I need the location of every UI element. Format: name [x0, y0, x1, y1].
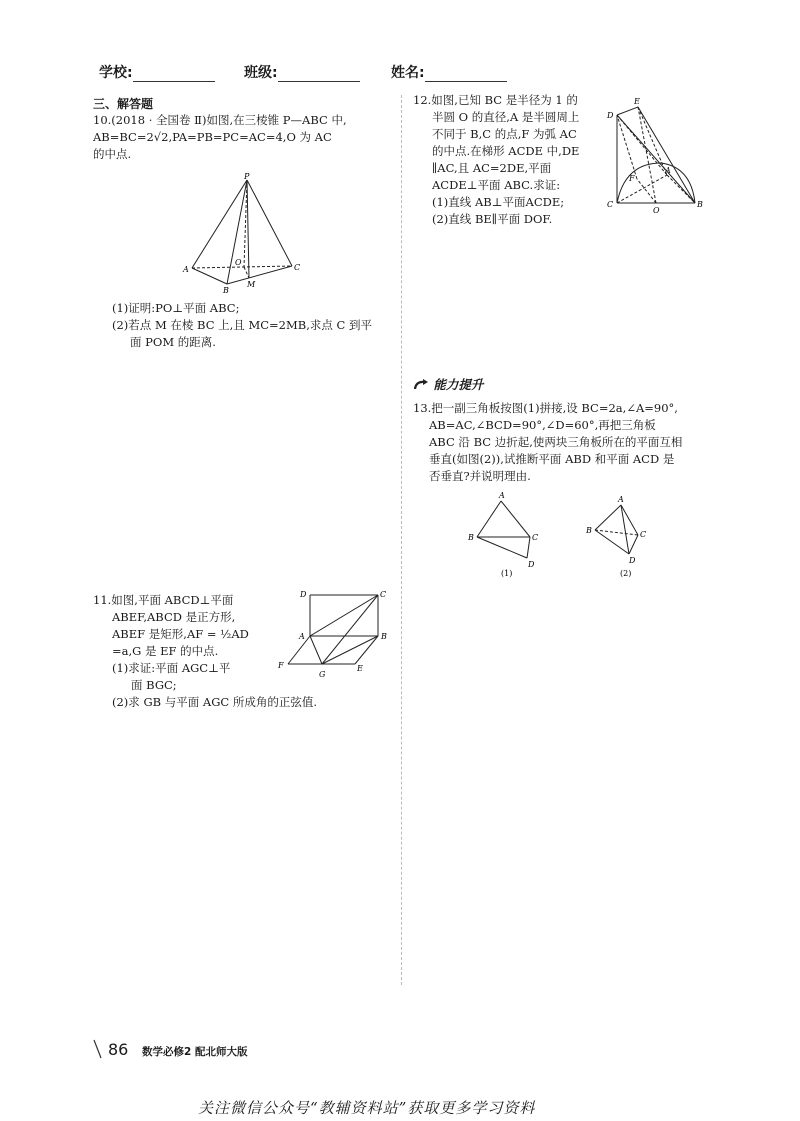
class-field: [244, 62, 360, 82]
promo-footer: 关注微信公众号“教辅资料站”获取更多学习资料: [198, 1099, 536, 1117]
name-label: 姓名:: [391, 65, 425, 81]
q12-label-e: E: [634, 97, 640, 106]
q11-line4: =a,G 是 EF 的中点.: [112, 644, 219, 658]
name-field: [391, 62, 507, 82]
q10-label-a: A: [183, 265, 189, 274]
q10-part2a: (2)若点 M 在棱 BC 上,且 MC=2MB,求点 C 到平: [112, 318, 372, 332]
question-13: [413, 400, 713, 485]
page-number: 86: [108, 1040, 129, 1059]
q10-label-p: P: [244, 172, 250, 181]
q10-tetrahedron-figure: [180, 170, 310, 295]
q13-fig1-label-a: A: [499, 491, 505, 500]
q11-line3: ABEF 是矩形,AF = ½AD: [112, 627, 249, 641]
q11-line1: 11.如图,平面 ABCD⊥平面: [93, 593, 234, 607]
school-label: 学校:: [99, 65, 133, 81]
q11-label-d: D: [300, 590, 307, 599]
q11-part1a: (1)求证:平面 AGC⊥平: [112, 661, 231, 675]
q13-fig2-label-c: C: [640, 530, 647, 539]
q13-fig1-label-b: B: [468, 533, 474, 542]
q10-part1: (1)证明:PO⊥平面 ABC;: [112, 301, 240, 315]
q11-part1b: 面 BGC;: [131, 678, 177, 692]
q13-fig1-caption: (1): [501, 569, 513, 578]
class-label: 班级:: [244, 65, 278, 81]
q10-label-m: M: [247, 280, 256, 289]
question-10: [93, 112, 393, 163]
q13-line4: 垂直(如图(2)),试推断平面 ABD 和平面 ACD 是: [429, 452, 675, 466]
curved-arrow-icon: [413, 379, 429, 390]
ability-title: 能力提升: [433, 377, 484, 392]
question-12: [413, 92, 603, 228]
q10-label-o: O: [235, 258, 242, 267]
q13-fig2-label-b: B: [586, 526, 592, 535]
q13-fig1-label-d: D: [528, 560, 535, 569]
q10-parts: [112, 300, 402, 351]
q12-label-b: B: [697, 200, 703, 209]
q11-label-e: E: [357, 664, 363, 673]
q11-line2: ABEF,ABCD 是正方形,: [112, 610, 236, 624]
footer-slash: [92, 1038, 104, 1060]
q11-label-b: B: [381, 632, 387, 641]
q12-line1: 12.如图,已知 BC 是半径为 1 的: [413, 93, 578, 107]
q11-part2: (2)求 GB 与平面 AGC 所成角的正弦值.: [112, 695, 317, 709]
q12-label-a: A: [665, 166, 671, 175]
q10-line2: AB=BC=2√2,PA=PB=PC=AC=4,O 为 AC: [93, 130, 332, 144]
q11-label-f: F: [278, 661, 284, 670]
q13-line3: ABC 沿 BC 边折起,使两块三角板所在的平面互相: [429, 435, 683, 449]
q12-line3: 不同于 B,C 的点,F 为弧 AC: [432, 127, 577, 141]
name-blank[interactable]: [425, 67, 507, 82]
q12-semicircle-figure: [603, 95, 708, 220]
q13-fig2-label-a: A: [618, 495, 624, 504]
column-divider: [401, 95, 402, 985]
q10-line3: 的中点.: [93, 147, 132, 161]
q10-line1: 10.(2018 · 全国卷 Ⅱ)如图,在三棱锥 P—ABC 中,: [93, 113, 347, 127]
q11-label-g: G: [319, 670, 326, 679]
q13-fig1-label-c: C: [532, 533, 539, 542]
q12-line4: 的中点.在梯形 ACDE 中,DE: [432, 144, 580, 158]
q10-part2b: 面 POM 的距离.: [130, 335, 216, 349]
q12-line6: ACDE⊥平面 ABC.求证:: [432, 178, 561, 192]
q12-part1: (1)直线 AB⊥平面ACDE;: [432, 195, 565, 209]
q12-label-o: O: [653, 206, 660, 215]
q11-label-a: A: [299, 632, 305, 641]
q12-part2: (2)直线 BE∥平面 DOF.: [432, 212, 553, 226]
q11-label-c: C: [380, 590, 387, 599]
class-blank[interactable]: [278, 67, 360, 82]
q13-figure-1: [465, 490, 555, 580]
q13-line1: 13.把一副三角板按图(1)拼接,设 BC=2a,∠A=90°,: [413, 401, 678, 415]
q12-label-c: C: [607, 200, 614, 209]
q13-line5: 否垂直?并说明理由.: [429, 469, 531, 483]
q12-line2: 半圆 O 的直径,A 是半圆周上: [432, 110, 580, 124]
school-blank[interactable]: [133, 67, 215, 82]
q13-fig2-label-d: D: [629, 556, 636, 565]
book-title: 数学必修2 配北师大版: [142, 1046, 248, 1058]
q12-label-f: F: [629, 174, 635, 183]
school-field: [99, 62, 215, 82]
q12-label-d: D: [607, 111, 614, 120]
q10-label-b: B: [223, 286, 229, 295]
question-11: [93, 592, 317, 711]
ability-heading: [413, 375, 483, 393]
q13-fig2-caption: (2): [620, 569, 632, 578]
q12-line5: ∥AC,且 AC=2DE,平面: [432, 161, 552, 175]
q13-line2: AB=AC,∠BCD=90°,∠D=60°,再把三角板: [429, 418, 656, 432]
q13-figure-2: [583, 490, 673, 580]
q11-prism-figure: [275, 588, 400, 683]
section-title: 三、解答题: [93, 97, 154, 111]
q10-label-c: C: [294, 263, 301, 272]
